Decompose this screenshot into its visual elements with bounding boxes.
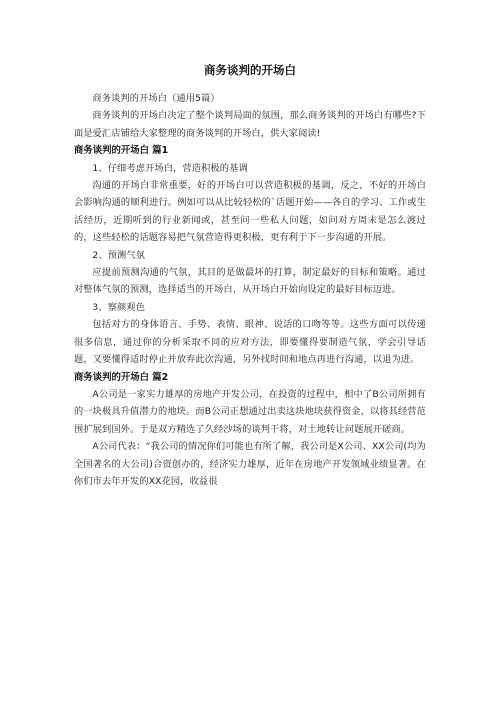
paragraph: A公司是一家实力雄厚的房地产开发公司，在投资的过程中，相中了B公司所拥有的一块极具升值潜力的地块。而B公司正想通过出卖这块地块获得资金，以将其经营范围扩展到国外。于是双方精选了久经沙场的谈判干将，对土地转让问题展开磋商。 — [74, 388, 426, 435]
document-page — [74, 62, 426, 490]
paragraph: 包括对方的身体语言、手势、表情、眼神、说话的口吻等等。这些方面可以传递很多信息，通过你的分析采取不同的应对方法，即要懂得要制造气氛，学会引导话题，又要懂得适时停止并放弃此次沟通，另外找时间和地点再进行沟通，以退为进。 — [74, 319, 426, 366]
section-heading: 商务谈判的开场白 篇2 — [74, 371, 169, 383]
document-title: 商务谈判的开场白 — [204, 63, 296, 77]
document-body — [74, 90, 426, 490]
paragraph: 应提前预测沟通的气氛，其目的是做最坏的打算，制定最好的目标和策略。通过对整体气氛的预测，选择适当的开场白，从开场白开始向设定的最好目标迈进。 — [74, 267, 426, 296]
paragraph: 商务谈判的开场白决定了整个谈判局面的氛围，那么商务谈判的开场白有哪些?下面是爱汇店铺给大家整理的商务谈判的开场白，供大家阅读! — [74, 110, 426, 139]
paragraph: 2、预测气氛 — [92, 249, 146, 261]
paragraph: 1、仔细考虑开场白，营造积极的基调 — [92, 162, 248, 174]
section-heading: 商务谈判的开场白 篇1 — [74, 145, 169, 157]
paragraph: 沟通的开场白非常重要，好的开场白可以营造积极的基调，反之，不好的开场白会影响沟通的顺利进行。例如可以从比较轻松的`话题开始——各自的学习、工作或生活经历，近期听到的行业新闻或，甚至问一些私人问题，如问对方周末是怎么渡过的，这些轻松的话题容易把气氛营造得更积极，更有利于下一步沟通的开展。 — [74, 180, 426, 244]
paragraph: A公司代表：“我公司的情况你们可能也有所了解，我公司是X公司、XX公司(均为全国著名的大公司)合资创办的，经济实力雄厚，近年在房地产开发领域业绩显著。在你们市去年开发的XX花园，收益很 — [74, 441, 426, 487]
paragraph: 3、察颜观色 — [92, 301, 146, 313]
paragraph: 商务谈判的开场白（通用5篇） — [92, 93, 220, 104]
